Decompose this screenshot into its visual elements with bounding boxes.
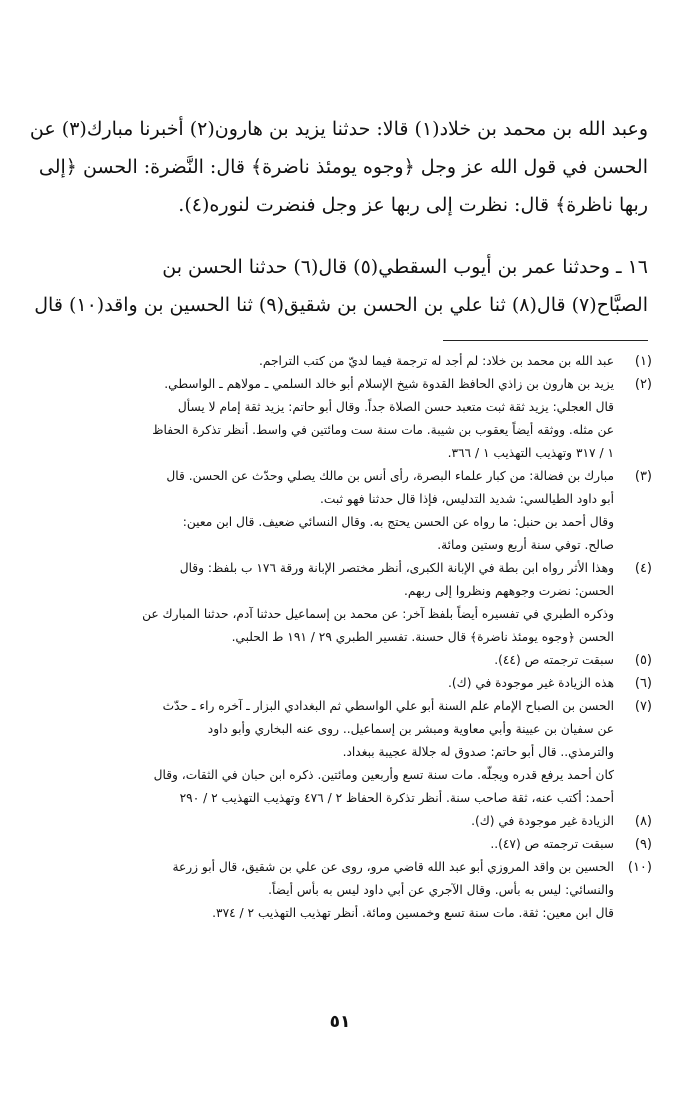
footnote-number: (٩) — [634, 837, 652, 852]
main-line: ١٦ ـ وحدثنا عمر بن أيوب السقطي(٥) قال(٦) حدثنا الحسن بن — [162, 256, 648, 278]
footnote-line: هذه الزيادة غير موجودة في (ك). — [448, 676, 614, 690]
footnote-line: صالح. توفي سنة أربع وستين ومائة. — [437, 538, 614, 552]
footnote-line: ١ / ٣١٧ وتهذيب التهذيب ١ / ٣٦٦. — [447, 446, 614, 460]
footnote-line: الزيادة غير موجودة في (ك). — [471, 814, 614, 828]
footnote-number: (١٠) — [627, 860, 652, 875]
footnote-line: الحسن: نضرت وجوههم ونظروا إلى ربهم. — [403, 584, 614, 598]
footnote-line: أحمد: أكتب عنه، ثقة صاحب سنة. أنظر تذكرة الحفاظ ٢ / ٤٧٦ وتهذيب التهذيب ٢ / ٢٩٠ — [179, 791, 614, 805]
footnote-line: عبد الله بن محمد بن خلاد: لم أجد له ترجمة فيما لديّ من كتب التراجم. — [259, 354, 614, 368]
footnote-line: كان أحمد يرفع قدره ويجلّه. مات سنة تسع وأربعين ومائتين. ذكره ابن حبان في الثقات، وقال — [153, 768, 614, 782]
main-text — [29, 110, 648, 324]
main-line: وعبد الله بن محمد بن خلاد(١) قالا: حدثنا يزيد بن هارون(٢) أخبرنا مبارك(٣) عن — [29, 118, 648, 140]
footnote-line: الحسين بن واقد المروزي أبو عبد الله قاضي مرو، روى عن علي بن شقيق، قال أبو زرعة — [172, 860, 614, 874]
footnote-line: وذكره الطبري في تفسيره أيضاً بلفظ آخر: عن محمد بن إسماعيل حدثنا آدم، حدثنا المبارك عن — [142, 607, 614, 621]
footnote-line: الحسن ﴿وجوه يومئذ ناضرة﴾ قال حسنة. تفسير الطبري ٢٩ / ١٩١ ط الحلبي. — [231, 630, 614, 644]
footnote-number: (١) — [634, 354, 652, 369]
footnote-line: مبارك بن فضالة: من كبار علماء البصرة، رأى أنس بن مالك يصلي وحدّث عن الحسن. قال — [166, 469, 614, 483]
footnote-1 — [46, 350, 652, 373]
footnote-4 — [46, 557, 652, 649]
footnote-line: يزيد بن هارون بن زاذي الحافظ القدوة شيخ الإسلام أبو خالد السلمي ـ مولاهم ـ الواسطي. — [164, 377, 614, 391]
footnote-line: الحسن بن الصباح الإمام علم السنة أبو علي الواسطي ثم البغدادي البزار ـ آخره راء ـ حدّث — [162, 699, 614, 713]
footnote-line: وهذا الأثر رواه ابن بطة في الإبانة الكبرى، أنظر مختصر الإبانة ورقة ١٧٦ ب بلفظ: وقال — [179, 561, 614, 575]
footnote-8 — [46, 810, 652, 833]
footnote-number: (٤) — [634, 561, 652, 576]
footnote-line: سبقت ترجمته ص (٤٧).. — [490, 837, 614, 851]
footnote-line: عن مثله. ووثقه أيضاً يعقوب بن شيبة. مات سنة ست ومائتين في واسط. أنظر تذكرة الحفاظ — [152, 423, 614, 437]
footnote-6 — [46, 672, 652, 695]
footnote-number: (٥) — [634, 653, 652, 668]
footnote-separator — [443, 340, 648, 341]
page-number: ٥١ — [329, 1012, 351, 1032]
footnote-7 — [46, 695, 652, 810]
footnotes — [46, 350, 652, 925]
footnote-line: وقال أحمد بن حنبل: ما رواه عن الحسن يحتج به. وقال النسائي ضعيف. قال ابن معين: — [182, 515, 614, 529]
main-line: الحسن في قول الله عز وجل ﴿وجوه يومئذ ناضرة﴾ قال: النَّضرة: الحسن ﴿إلى — [38, 156, 648, 178]
main-line: ربها ناظرة﴾ قال: نظرت إلى ربها عز وجل فنضرت لنوره(٤). — [178, 194, 648, 216]
main-line: الصبَّاح(٧) قال(٨) ثنا علي بن الحسن بن شقيق(٩) ثنا الحسين بن واقد(١٠) قال — [34, 294, 648, 316]
footnote-3 — [46, 465, 652, 557]
footnote-9 — [46, 833, 652, 856]
footnote-line: والنسائي: ليس به بأس. وقال الآجري عن أبي داود ليس به بأس أيضاً. — [268, 883, 614, 897]
footnote-line: قال العجلي: يزيد ثقة ثبت متعبد حسن الصلاة جداً. وقال أبو حاتم: يزيد ثقة إمام لا يسأل — [177, 400, 614, 414]
footnote-line: قال ابن معين: ثقة. مات سنة تسع وخمسين ومائة. أنظر تهذيب التهذيب ٢ / ٣٧٤. — [212, 906, 614, 920]
footnote-5 — [46, 649, 652, 672]
footnote-10 — [46, 856, 652, 925]
footnote-number: (٢) — [634, 377, 652, 392]
footnote-line: سبقت ترجمته ص (٤٤). — [494, 653, 614, 667]
footnote-number: (٧) — [634, 699, 652, 714]
footnote-line: أبو داود الطيالسي: شديد التدليس، فإذا قال حدثنا فهو ثبت. — [320, 492, 614, 506]
footnote-number: (٦) — [634, 676, 652, 691]
footnote-number: (٨) — [634, 814, 652, 829]
footnote-line: والترمذي.. قال أبو حاتم: صدوق له جلالة عجيبة ببغداد. — [342, 745, 614, 759]
footnote-line: عن سفيان بن عيينة وأبي معاوية ومبشر بن إسماعيل.. روى عنه البخاري وأبو داود — [207, 722, 614, 736]
footnote-number: (٣) — [634, 469, 652, 484]
footnote-2 — [46, 373, 652, 465]
